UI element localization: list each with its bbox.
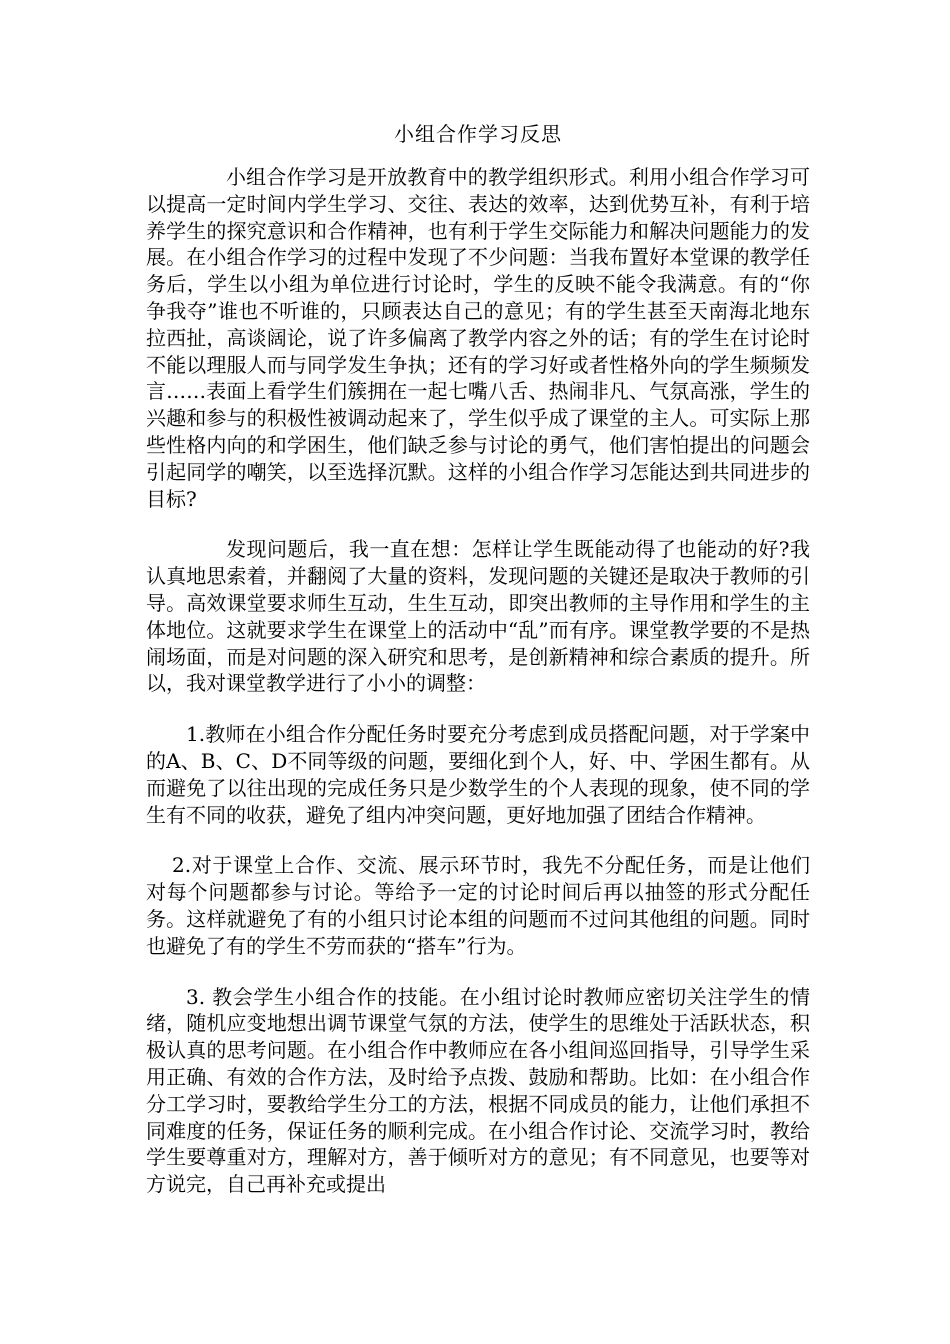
paragraph-intro: 小组合作学习是开放教育中的教学组织形式。利用小组合作学习可以提高一定时间内学生学习、交往、表达的效率，达到优势互补，有利于培养学生的探究意识和合作精神，也有利于学生交际能力和解决问题能力的发展。在小组合作学习的过程中发现了不少问题：当我布置好本堂课的教学任务后，学生以小组为单位进行讨论时，学生的反映不能令我满意。有的“你争我夺”谁也不听谁的，只顾表达自己的意见；有的学生甚至天南海北地东拉西扯，高谈阔论，说了许多偏离了教学内容之外的话；有的学生在讨论时不能以理服人而与同学发生争执；还有的学习好或者性格外向的学生频频发言……表面上看学生们簇拥在一起七嘴八舌、热闹非凡、气氛高涨，学生的兴趣和参与的积极性被调动起来了，学生似乎成了课堂的主人。可实际上那些性格内向的和学困生，他们缺乏参与讨论的勇气，他们害怕提出的问题会引起同学的嘲笑，以至选择沉默。这样的小组合作学习怎能达到共同进步的目标?	[146, 165, 810, 511]
document-title: 小组合作学习反思	[394, 122, 562, 146]
paragraph-reflection: 发现问题后，我一直在想：怎样让学生既能动得了也能动的好?我认真地思索着，并翻阅了大量的资料，发现问题的关键还是取决于教师的引导。高效课堂要求师生互动，生生互动，即突出教师的主导作用和学生的主体地位。这就要求学生在课堂上的活动中“乱”而有序。课堂教学要的不是热闹场面，而是对问题的深入研究和思考，是创新精神和综合素质的提升。所以，我对课堂教学进行了小小的调整：	[146, 537, 810, 696]
paragraph-item-3: 3. 教会学生小组合作的技能。在小组讨论时教师应密切关注学生的情绪，随机应变地想出调节课堂气氛的方法，使学生的思维处于活跃状态，积极认真的思考问题。在小组合作中教师应在各小组间巡回指导，引导学生采用正确、有效的合作方法，及时给予点拨、鼓励和帮助。比如：在小组合作分工学习时，要教给学生分工的方法，根据不同成员的能力，让他们承担不同难度的任务，保证任务的顺利完成。在小组合作讨论、交流学习时，教给学生要尊重对方，理解对方，善于倾听对方的意见；有不同意见，也要等对方说完，自己再补充或提出	[146, 984, 810, 1197]
paragraph-item-2: 2.对于课堂上合作、交流、展示环节时，我先不分配任务，而是让他们对每个问题都参与讨论。等给予一定的讨论时间后再以抽签的形式分配任务。这样就避免了有的小组只讨论本组的问题而不过问其他组的问题。同时也避免了有的学生不劳而获的“搭车”行为。	[146, 853, 810, 958]
document-page	[146, 120, 810, 1198]
paragraph-item-1: 1.教师在小组合作分配任务时要充分考虑到成员搭配问题，对于学案中的A、B、C、D不同等级的问题，要细化到个人，好、中、学困生都有。从而避免了以往出现的完成任务只是少数学生的个人表现的现象，使不同的学生有不同的收获，避免了组内冲突问题，更好地加强了团结合作精神。	[146, 722, 810, 827]
